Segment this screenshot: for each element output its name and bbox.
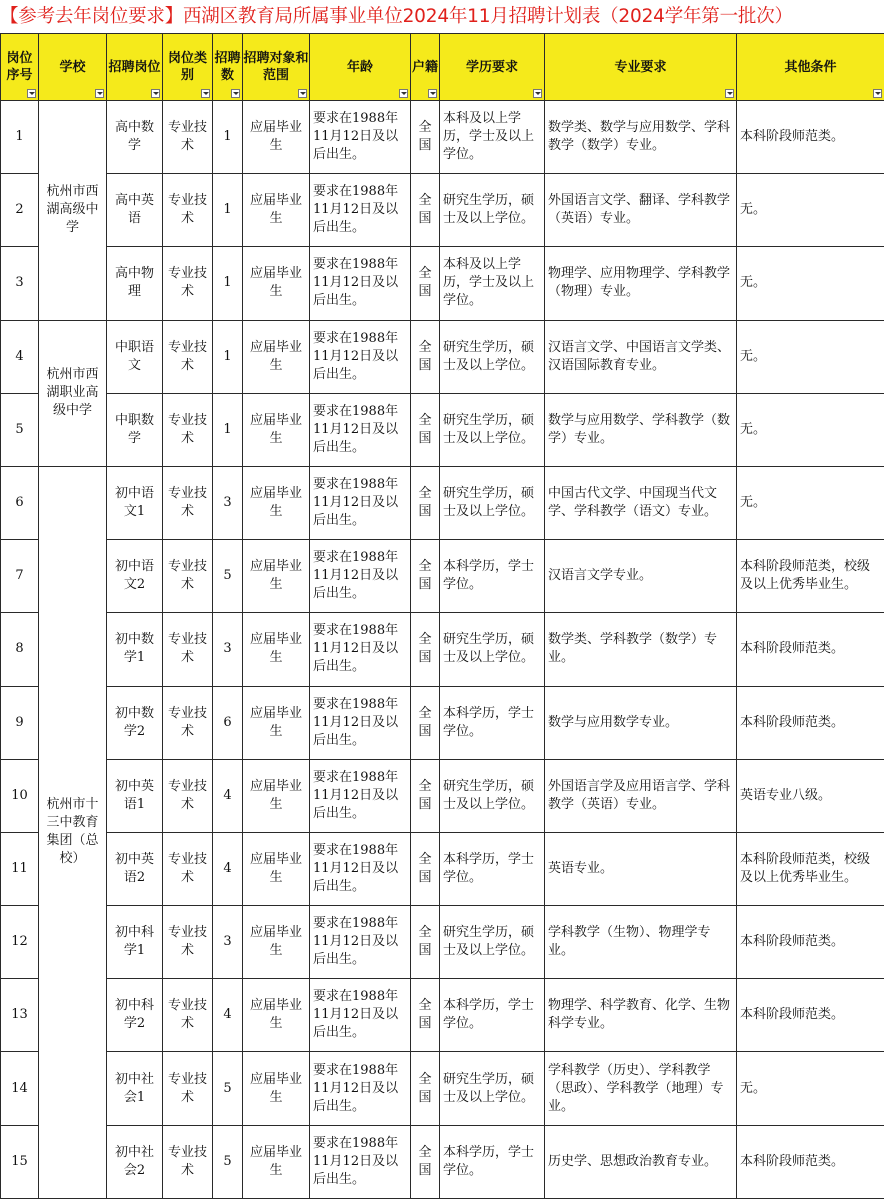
cell-education: 研究生学历，硕士及以上学位。: [440, 466, 545, 539]
cell-seq: 9: [1, 686, 39, 759]
cell-position: 中职语文: [107, 320, 163, 393]
page-title: 【参考去年岗位要求】西湖区教育局所属事业单位2024年11月招聘计划表（2024学年第一批次）: [0, 0, 884, 33]
cell-age: 要求在1988年11月12日及以后出生。: [310, 466, 411, 539]
cell-category: 专业技术: [163, 466, 213, 539]
cell-category: 专业技术: [163, 979, 213, 1052]
cell-count: 5: [213, 540, 243, 613]
cell-seq: 12: [1, 906, 39, 979]
cell-count: 1: [213, 320, 243, 393]
cell-count: 1: [213, 101, 243, 174]
cell-hukou: 全国: [411, 759, 440, 832]
cell-school: 杭州市西湖高级中学: [39, 101, 107, 321]
cell-category: 专业技术: [163, 393, 213, 466]
cell-major: 汉语言文学专业。: [545, 540, 737, 613]
cell-major: 历史学、思想政治教育专业。: [545, 1125, 737, 1198]
cell-major: 学科教学（历史）、学科教学（思政）、学科教学（地理）专业。: [545, 1052, 737, 1125]
cell-other: 无。: [737, 466, 884, 539]
cell-major: 数学与应用数学、学科教学（数学）专业。: [545, 393, 737, 466]
cell-position: 高中英语: [107, 174, 163, 247]
header-count[interactable]: 招聘数: [213, 34, 243, 101]
cell-other: 无。: [737, 174, 884, 247]
cell-seq: 8: [1, 613, 39, 686]
filter-dropdown-icon[interactable]: [428, 89, 437, 98]
cell-count: 1: [213, 174, 243, 247]
cell-seq: 15: [1, 1125, 39, 1198]
filter-dropdown-icon[interactable]: [533, 89, 542, 98]
table-row: [1, 101, 884, 174]
cell-category: 专业技术: [163, 1125, 213, 1198]
cell-education: 本科学历，学士学位。: [440, 1125, 545, 1198]
cell-category: 专业技术: [163, 320, 213, 393]
cell-count: 3: [213, 466, 243, 539]
cell-position: 初中社会2: [107, 1125, 163, 1198]
cell-education: 本科学历，学士学位。: [440, 686, 545, 759]
cell-position: 高中物理: [107, 247, 163, 320]
cell-hukou: 全国: [411, 101, 440, 174]
table-row: [1, 174, 884, 247]
cell-target: 应届毕业生: [243, 320, 310, 393]
cell-hukou: 全国: [411, 1052, 440, 1125]
cell-school: 杭州市西湖职业高级中学: [39, 320, 107, 466]
cell-other: 本科阶段师范类。: [737, 1125, 884, 1198]
cell-target: 应届毕业生: [243, 540, 310, 613]
cell-count: 5: [213, 1125, 243, 1198]
filter-dropdown-icon[interactable]: [151, 89, 160, 98]
cell-education: 本科及以上学历，学士及以上学位。: [440, 247, 545, 320]
cell-position: 初中科学2: [107, 979, 163, 1052]
cell-count: 1: [213, 393, 243, 466]
cell-seq: 14: [1, 1052, 39, 1125]
cell-position: 初中英语1: [107, 759, 163, 832]
cell-age: 要求在1988年11月12日及以后出生。: [310, 101, 411, 174]
cell-school: 杭州市十三中教育集团（总校）: [39, 466, 107, 1198]
table-row: [1, 1125, 884, 1198]
cell-count: 6: [213, 686, 243, 759]
filter-dropdown-icon[interactable]: [399, 89, 408, 98]
filter-dropdown-icon[interactable]: [298, 89, 307, 98]
cell-seq: 7: [1, 540, 39, 613]
cell-other: 本科阶段师范类。: [737, 613, 884, 686]
cell-education: 研究生学历，硕士及以上学位。: [440, 613, 545, 686]
cell-category: 专业技术: [163, 247, 213, 320]
cell-category: 专业技术: [163, 832, 213, 905]
cell-seq: 5: [1, 393, 39, 466]
cell-target: 应届毕业生: [243, 613, 310, 686]
cell-seq: 2: [1, 174, 39, 247]
cell-target: 应届毕业生: [243, 101, 310, 174]
cell-category: 专业技术: [163, 1052, 213, 1125]
cell-hukou: 全国: [411, 906, 440, 979]
cell-age: 要求在1988年11月12日及以后出生。: [310, 979, 411, 1052]
cell-other: 本科阶段师范类，校级及以上优秀毕业生。: [737, 832, 884, 905]
cell-major: 外国语言文学、翻译、学科教学（英语）专业。: [545, 174, 737, 247]
header-position[interactable]: 招聘岗位: [107, 34, 163, 101]
cell-position: 初中数学1: [107, 613, 163, 686]
cell-hukou: 全国: [411, 686, 440, 759]
cell-age: 要求在1988年11月12日及以后出生。: [310, 540, 411, 613]
cell-education: 研究生学历，硕士及以上学位。: [440, 759, 545, 832]
cell-age: 要求在1988年11月12日及以后出生。: [310, 1125, 411, 1198]
cell-position: 初中数学2: [107, 686, 163, 759]
table-row: [1, 832, 884, 905]
cell-hukou: 全国: [411, 174, 440, 247]
cell-category: 专业技术: [163, 101, 213, 174]
table-row: [1, 686, 884, 759]
table-row: [1, 540, 884, 613]
cell-seq: 3: [1, 247, 39, 320]
table-row: [1, 466, 884, 539]
cell-major: 物理学、科学教育、化学、生物科学专业。: [545, 979, 737, 1052]
table-row: [1, 393, 884, 466]
cell-seq: 6: [1, 466, 39, 539]
filter-dropdown-icon[interactable]: [873, 89, 882, 98]
cell-other: 本科阶段师范类。: [737, 979, 884, 1052]
filter-dropdown-icon[interactable]: [231, 89, 240, 98]
cell-target: 应届毕业生: [243, 906, 310, 979]
cell-category: 专业技术: [163, 906, 213, 979]
cell-position: 初中语文2: [107, 540, 163, 613]
cell-count: 1: [213, 247, 243, 320]
cell-age: 要求在1988年11月12日及以后出生。: [310, 613, 411, 686]
cell-other: 英语专业八级。: [737, 759, 884, 832]
cell-hukou: 全国: [411, 393, 440, 466]
cell-age: 要求在1988年11月12日及以后出生。: [310, 1052, 411, 1125]
table-row: [1, 247, 884, 320]
cell-major: 英语专业。: [545, 832, 737, 905]
header-school[interactable]: 学校: [39, 34, 107, 101]
cell-other: 无。: [737, 393, 884, 466]
cell-age: 要求在1988年11月12日及以后出生。: [310, 393, 411, 466]
cell-hukou: 全国: [411, 466, 440, 539]
cell-other: 本科阶段师范类。: [737, 686, 884, 759]
cell-education: 本科学历，学士学位。: [440, 979, 545, 1052]
cell-hukou: 全国: [411, 247, 440, 320]
cell-education: 研究生学历，硕士及以上学位。: [440, 906, 545, 979]
cell-other: 无。: [737, 247, 884, 320]
cell-other: 本科阶段师范类，校级及以上优秀毕业生。: [737, 540, 884, 613]
filter-dropdown-icon[interactable]: [95, 89, 104, 98]
cell-count: 3: [213, 613, 243, 686]
cell-education: 研究生学历，硕士及以上学位。: [440, 174, 545, 247]
cell-target: 应届毕业生: [243, 1125, 310, 1198]
cell-count: 4: [213, 979, 243, 1052]
cell-seq: 10: [1, 759, 39, 832]
cell-education: 本科学历，学士学位。: [440, 540, 545, 613]
header-row: [1, 34, 884, 101]
cell-hukou: 全国: [411, 613, 440, 686]
cell-age: 要求在1988年11月12日及以后出生。: [310, 759, 411, 832]
cell-major: 学科教学（生物）、物理学专业。: [545, 906, 737, 979]
cell-target: 应届毕业生: [243, 686, 310, 759]
cell-hukou: 全国: [411, 1125, 440, 1198]
recruitment-table: [0, 33, 884, 1199]
cell-seq: 1: [1, 101, 39, 174]
cell-age: 要求在1988年11月12日及以后出生。: [310, 832, 411, 905]
cell-seq: 13: [1, 979, 39, 1052]
cell-education: 本科学历，学士学位。: [440, 832, 545, 905]
cell-major: 数学类、学科教学（数学）专业。: [545, 613, 737, 686]
cell-major: 物理学、应用物理学、学科教学（物理）专业。: [545, 247, 737, 320]
table-row: [1, 759, 884, 832]
cell-target: 应届毕业生: [243, 759, 310, 832]
cell-position: 初中语文1: [107, 466, 163, 539]
header-education[interactable]: 学历要求: [440, 34, 545, 101]
cell-position: 初中英语2: [107, 832, 163, 905]
header-hukou[interactable]: 户籍: [411, 34, 440, 101]
cell-category: 专业技术: [163, 613, 213, 686]
header-seq[interactable]: 岗位序号: [1, 34, 39, 101]
cell-position: 中职数学: [107, 393, 163, 466]
cell-education: 研究生学历，硕士及以上学位。: [440, 320, 545, 393]
cell-hukou: 全国: [411, 832, 440, 905]
cell-count: 3: [213, 906, 243, 979]
cell-education: 研究生学历，硕士及以上学位。: [440, 1052, 545, 1125]
cell-target: 应届毕业生: [243, 832, 310, 905]
cell-seq: 11: [1, 832, 39, 905]
table-row: [1, 613, 884, 686]
cell-category: 专业技术: [163, 759, 213, 832]
cell-major: 数学类、数学与应用数学、学科教学（数学）专业。: [545, 101, 737, 174]
table-row: [1, 979, 884, 1052]
cell-age: 要求在1988年11月12日及以后出生。: [310, 686, 411, 759]
cell-major: 中国古代文学、中国现当代文学、学科教学（语文）专业。: [545, 466, 737, 539]
filter-dropdown-icon[interactable]: [201, 89, 210, 98]
cell-position: 初中社会1: [107, 1052, 163, 1125]
cell-seq: 4: [1, 320, 39, 393]
header-target[interactable]: 招聘对象和范围: [243, 34, 310, 101]
cell-hukou: 全国: [411, 979, 440, 1052]
cell-target: 应届毕业生: [243, 979, 310, 1052]
filter-dropdown-icon[interactable]: [725, 89, 734, 98]
header-category[interactable]: 岗位类别: [163, 34, 213, 101]
cell-category: 专业技术: [163, 174, 213, 247]
cell-other: 无。: [737, 320, 884, 393]
cell-count: 5: [213, 1052, 243, 1125]
cell-category: 专业技术: [163, 686, 213, 759]
cell-major: 数学与应用数学专业。: [545, 686, 737, 759]
cell-category: 专业技术: [163, 540, 213, 613]
cell-hukou: 全国: [411, 540, 440, 613]
filter-dropdown-icon[interactable]: [27, 89, 36, 98]
cell-target: 应届毕业生: [243, 1052, 310, 1125]
cell-position: 初中科学1: [107, 906, 163, 979]
cell-target: 应届毕业生: [243, 466, 310, 539]
header-major[interactable]: 专业要求: [545, 34, 737, 101]
header-other[interactable]: 其他条件: [737, 34, 884, 101]
cell-age: 要求在1988年11月12日及以后出生。: [310, 174, 411, 247]
cell-target: 应届毕业生: [243, 393, 310, 466]
table-row: [1, 906, 884, 979]
cell-age: 要求在1988年11月12日及以后出生。: [310, 247, 411, 320]
cell-target: 应届毕业生: [243, 247, 310, 320]
cell-position: 高中数学: [107, 101, 163, 174]
cell-hukou: 全国: [411, 320, 440, 393]
cell-major: 汉语言文学、中国语言文学类、汉语国际教育专业。: [545, 320, 737, 393]
header-age[interactable]: 年龄: [310, 34, 411, 101]
cell-target: 应届毕业生: [243, 174, 310, 247]
cell-age: 要求在1988年11月12日及以后出生。: [310, 906, 411, 979]
cell-other: 本科阶段师范类。: [737, 906, 884, 979]
cell-other: 无。: [737, 1052, 884, 1125]
cell-count: 4: [213, 832, 243, 905]
cell-education: 研究生学历，硕士及以上学位。: [440, 393, 545, 466]
cell-education: 本科及以上学历，学士及以上学位。: [440, 101, 545, 174]
table-row: [1, 1052, 884, 1125]
cell-age: 要求在1988年11月12日及以后出生。: [310, 320, 411, 393]
cell-count: 4: [213, 759, 243, 832]
cell-major: 外国语言学及应用语言学、学科教学（英语）专业。: [545, 759, 737, 832]
cell-other: 本科阶段师范类。: [737, 101, 884, 174]
table-row: [1, 320, 884, 393]
